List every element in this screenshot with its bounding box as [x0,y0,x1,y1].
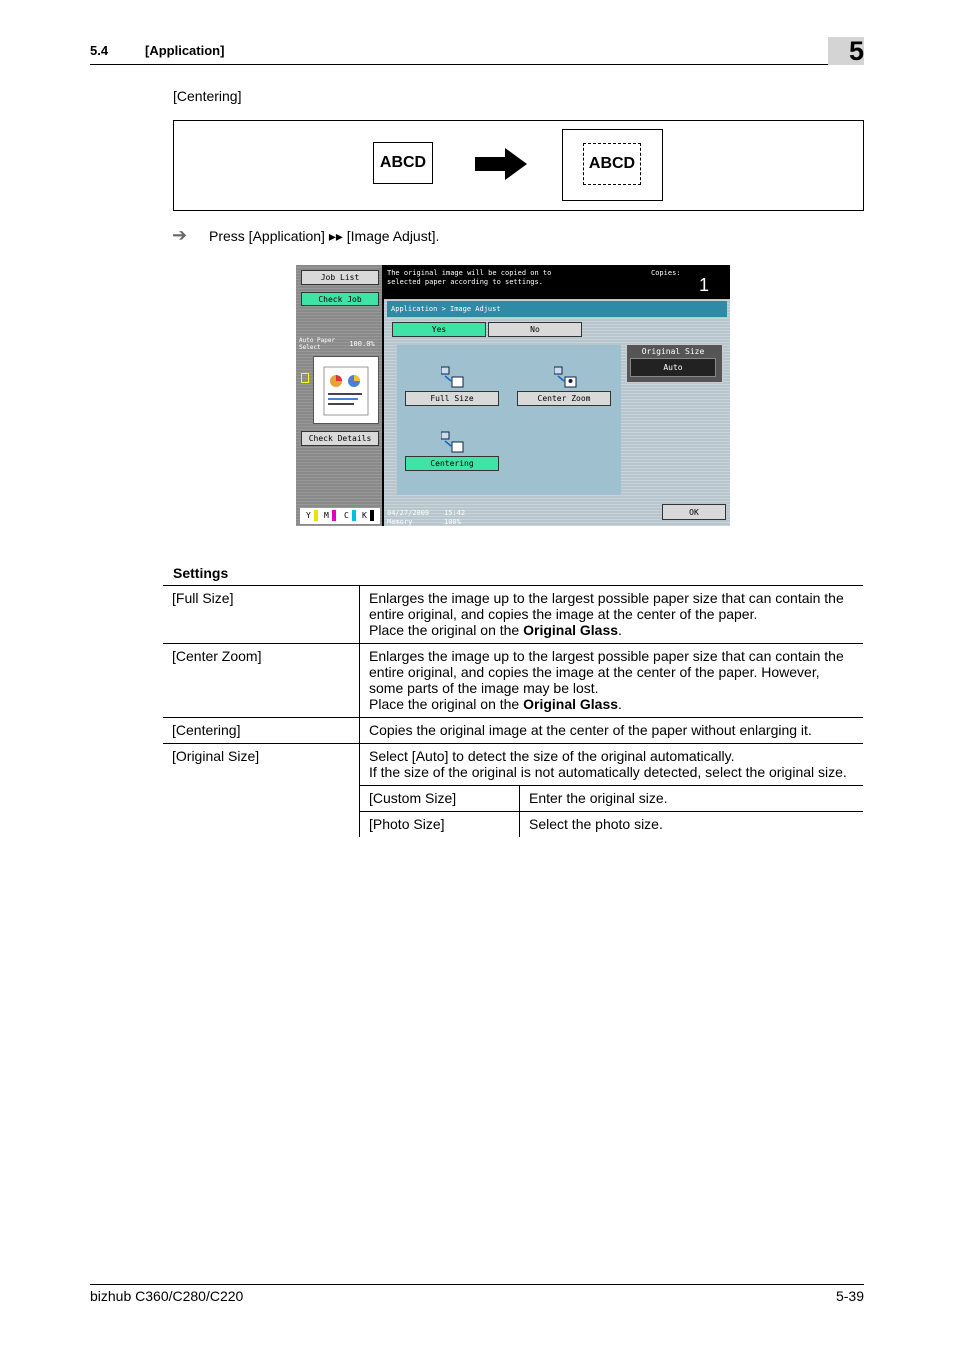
row-label: [Centering] [163,718,360,744]
check-details-button[interactable]: Check Details [301,431,379,446]
row-description [360,586,864,644]
check-job-button[interactable]: Check Job [301,292,379,306]
place-bold: Original Glass [523,696,619,712]
tray-icon [301,373,309,383]
toner-c-level [352,510,356,521]
center-zoom-icon [554,366,578,388]
header-rule [90,64,864,65]
row-description [360,744,864,786]
centering-button[interactable]: Centering [405,456,499,471]
place-bold: Original Glass [523,622,619,638]
subrow-label: [Photo Size] [360,812,520,838]
toner-k-level [370,510,374,521]
toner-c: C [344,511,349,520]
section-title: [Application] [145,43,225,58]
row-label: [Center Zoom] [163,644,360,718]
toner-k: K [362,511,367,520]
toner-m: M [324,511,329,520]
preview-pie-icon [314,357,378,423]
status-time: 15:42 [444,509,466,517]
toner-m-level [332,510,336,521]
chapter-number: 5 [848,36,864,66]
place-suffix: . [618,622,622,638]
message-line-2: selected paper according to settings. [387,278,543,286]
illustration-caption: [Centering] [173,88,242,104]
step-instruction: Press [Application] ▸▸ [Image Adjust]. [209,228,440,244]
center-zoom-button[interactable]: Center Zoom [517,391,611,406]
row-text-2: If the size of the original is not automatically detected, select the original size. [369,764,847,780]
row-place-line [369,622,854,638]
screen-message [387,269,551,287]
row-text: Enlarges the image up to the largest possible paper size that can contain the entire original, and copies the image at the center of the paper. [369,590,844,622]
settings-table [163,585,863,837]
row-label: [Original Size] [163,744,360,838]
original-size-value[interactable]: Auto [630,358,716,377]
yes-button[interactable]: Yes [392,322,486,337]
status-date: 04/27/2009 [387,509,430,517]
table-row [163,586,863,644]
row-place-line [369,696,854,712]
original-image: ABCD [373,142,433,184]
copies-label: Copies: [651,269,681,277]
paper-select-label: Auto Paper Select [299,337,336,351]
footer-page-number: 5-39 [835,1288,864,1304]
subrow-description: Select the photo size. [520,812,864,838]
row-description: Copies the original image at the center of the paper without enlarging it. [360,718,864,744]
footer-product: bizhub C360/C280/C220 [90,1288,244,1304]
step-arrow-icon: ➔ [172,225,188,245]
full-size-button[interactable]: Full Size [405,391,499,406]
centered-image: ABCD [583,143,641,185]
settings-heading: Settings [173,565,229,581]
centering-icon [441,431,465,453]
subrow-label: [Custom Size] [360,786,520,812]
memory-label: Memory [387,518,413,526]
section-number: 5.4 [90,43,109,58]
toner-indicator [300,508,380,524]
right-arrow-icon [475,148,527,180]
memory-value: 100% [444,518,461,526]
row-description [360,644,864,718]
no-button[interactable]: No [488,322,582,337]
table-row [163,644,863,718]
subrow-description: Enter the original size. [520,786,864,812]
row-text: Enlarges the image up to the largest possible paper size that can contain the entire original, and copies the image at the center of the paper. However, some parts of the image may be lost. [369,648,844,696]
original-size-label: Original Size [641,346,705,356]
footer-rule [90,1284,864,1285]
copies-count: 1 [699,275,710,295]
place-prefix: Place the original on the [369,622,524,638]
position-options-panel [397,345,621,495]
full-size-icon [441,366,465,388]
table-row [163,718,863,744]
ok-button[interactable]: OK [662,504,726,520]
row-label: [Full Size] [163,586,360,644]
screen-breadcrumb: Application > Image Adjust [387,301,727,317]
zoom-readout: 100.0% [349,340,375,348]
place-prefix: Place the original on the [369,696,524,712]
place-suffix: . [618,696,622,712]
toner-y-level [314,510,318,521]
message-line-1: The original image will be copied on to [387,269,552,277]
table-row [163,744,863,786]
preview-thumbnail [313,356,379,424]
control-panel-screen [296,265,730,526]
toner-y: Y [306,511,311,520]
job-list-button[interactable]: Job List [301,270,379,285]
row-text: Select [Auto] to detect the size of the original automatically. [369,748,735,764]
